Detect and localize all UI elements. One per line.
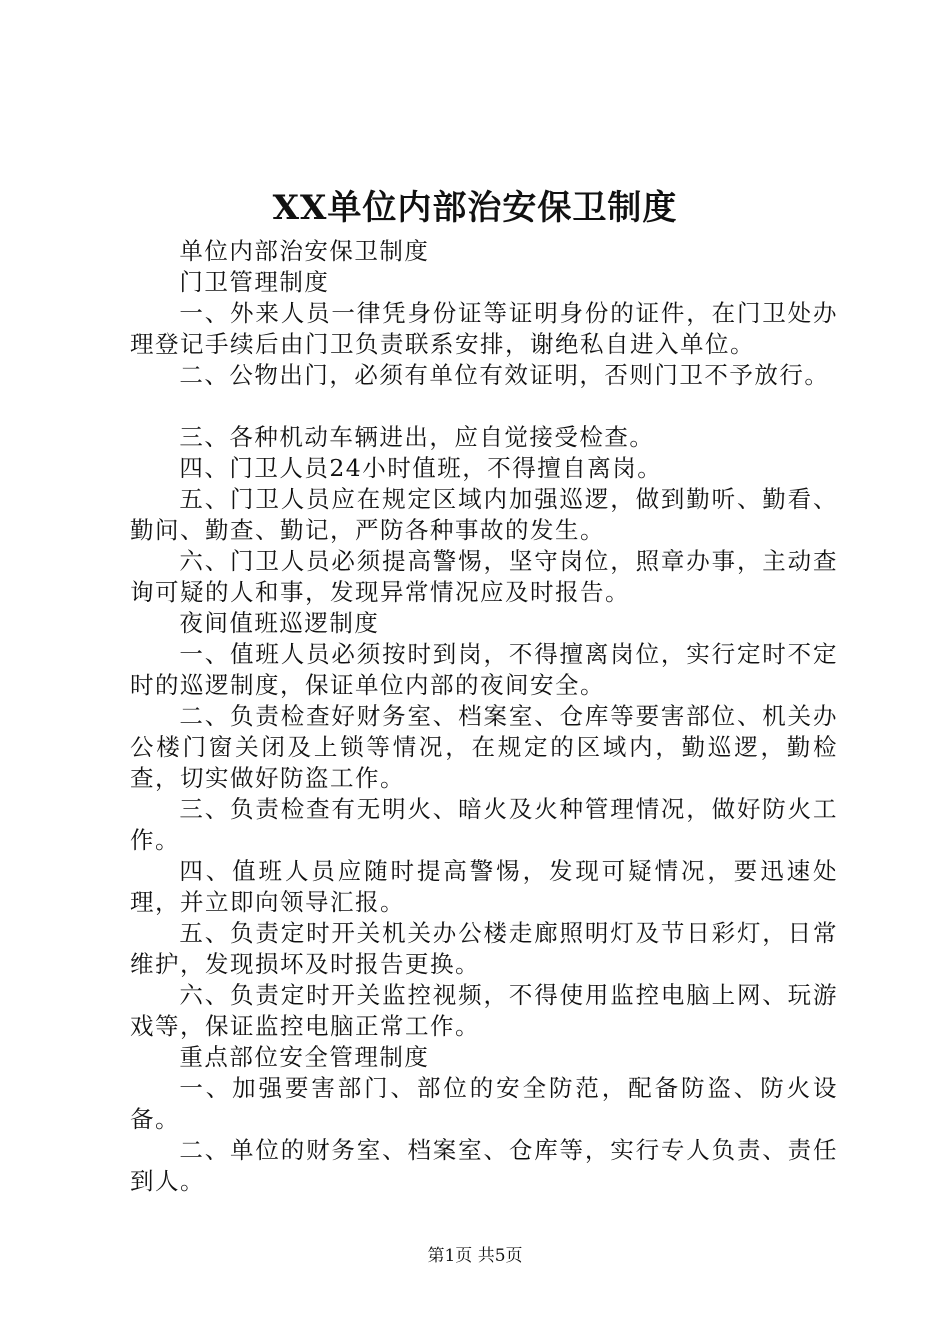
document-title: XX单位内部治安保卫制度 [272, 188, 678, 228]
key-area-rule-2: 二、单位的财务室、档案室、仓库等，实行专人负责、责任到人。 [130, 1136, 838, 1195]
doc-heading: 单位内部治安保卫制度 [179, 237, 430, 265]
patrol-rule-5: 五、负责定时开关机关办公楼走廊照明灯及节日彩灯，日常维护，发现损坏及时报告更换。 [130, 919, 838, 978]
gate-rule-4: 四、门卫人员24小时值班，不得擅自离岗。 [179, 454, 663, 482]
page-number: 第1页 共5页 [427, 1246, 523, 1266]
patrol-rule-4: 四、值班人员应随时提高警惕，发现可疑情况，要迅速处理，并立即向领导汇报。 [130, 857, 838, 916]
gate-rule-2: 二、公物出门，必须有单位有效证明，否则门卫不予放行。 [179, 361, 830, 389]
patrol-rule-3: 三、负责检查有无明火、暗火及火种管理情况，做好防火工作。 [130, 795, 838, 854]
patrol-rule-1: 一、值班人员必须按时到岗，不得擅离岗位，实行定时不定时的巡逻制度，保证单位内部的夜间安全。 [130, 640, 838, 699]
gate-rule-3: 三、各种机动车辆进出，应自觉接受检查。 [179, 423, 655, 451]
patrol-rule-2: 二、负责检查好财务室、档案室、仓库等要害部位、机关办公楼门窗关闭及上锁等情况，在规定的区域内，勤巡逻，勤检查，切实做好防盗工作。 [130, 702, 838, 792]
gate-rule-5: 五、门卫人员应在规定区域内加强巡逻，做到勤听、勤看、勤问、勤查、勤记，严防各种事故的发生。 [130, 485, 838, 544]
section-heading-gate: 门卫管理制度 [179, 268, 330, 296]
key-area-rule-1: 一、加强要害部门、部位的安全防范，配备防盗、防火设备。 [130, 1074, 838, 1133]
gate-rule-6: 六、门卫人员必须提高警惕，坚守岗位，照章办事，主动查询可疑的人和事，发现异常情况应及时报告。 [130, 547, 838, 606]
section-heading-night-patrol: 夜间值班巡逻制度 [179, 609, 380, 637]
patrol-rule-6: 六、负责定时开关监控视频，不得使用监控电脑上网、玩游戏等，保证监控电脑正常工作。 [130, 981, 838, 1040]
section-heading-key-areas: 重点部位安全管理制度 [179, 1043, 430, 1071]
gate-rule-1: 一、外来人员一律凭身份证等证明身份的证件，在门卫处办理登记手续后由门卫负责联系安排，谢绝私自进入单位。 [130, 299, 838, 358]
document-body [130, 236, 838, 1197]
paragraph-gap [130, 391, 838, 422]
